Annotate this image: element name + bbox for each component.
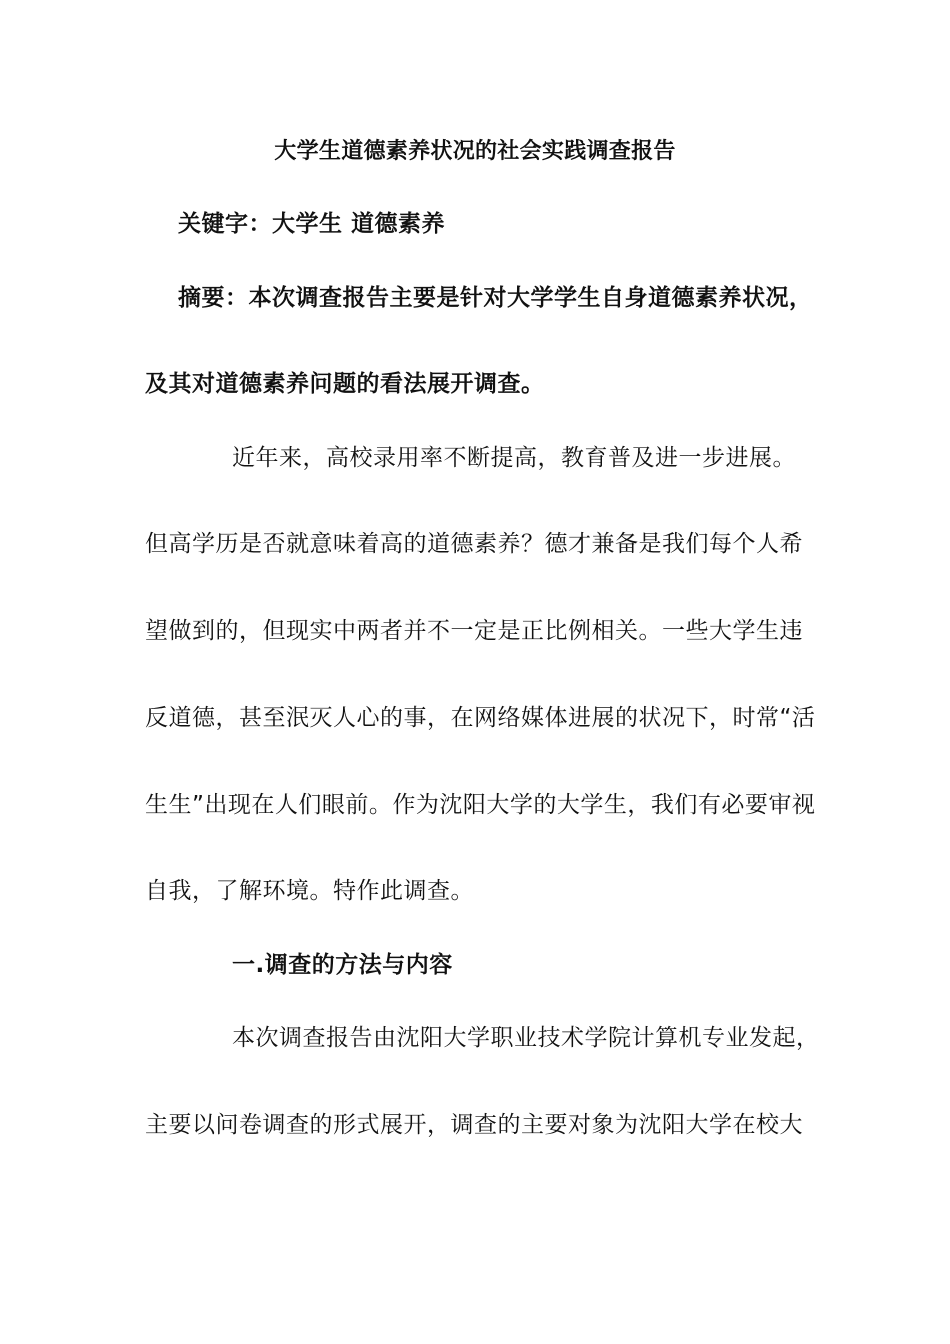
keywords-line: 关键字：大学生 道德素养 <box>178 211 446 237</box>
abstract-line-1: 摘要：本次调查报告主要是针对大学学生自身道德素养状况， <box>178 285 813 311</box>
section1-heading: 一.调查的方法与内容 <box>232 952 453 978</box>
section1-line-1: 本次调查报告由沈阳大学职业技术学院计算机专业发起， <box>232 1025 820 1051</box>
document-title: 大学生道德素养状况的社会实践调查报告 <box>274 139 676 164</box>
intro-line-2: 但高学历是否就意味着高的道德素养？德才兼备是我们每个人希 <box>145 531 803 557</box>
abstract-line-2: 及其对道德素养问题的看法展开调查。 <box>145 371 545 397</box>
intro-line-4: 反道德，甚至泯灭人心的事，在网络媒体进展的状况下，时常“活 <box>145 705 816 731</box>
intro-line-1: 近年来，高校录用率不断提高，教育普及进一步进展。 <box>232 445 796 471</box>
section1-line-2: 主要以问卷调查的形式展开，调查的主要对象为沈阳大学在校大 <box>145 1112 803 1138</box>
intro-line-5: 生生”出现在人们眼前。作为沈阳大学的大学生，我们有必要审视 <box>145 792 816 818</box>
intro-line-6: 自我，了解环境。特作此调查。 <box>145 878 474 904</box>
intro-line-3: 望做到的，但现实中两者并不一定是正比例相关。一些大学生违 <box>145 618 803 644</box>
